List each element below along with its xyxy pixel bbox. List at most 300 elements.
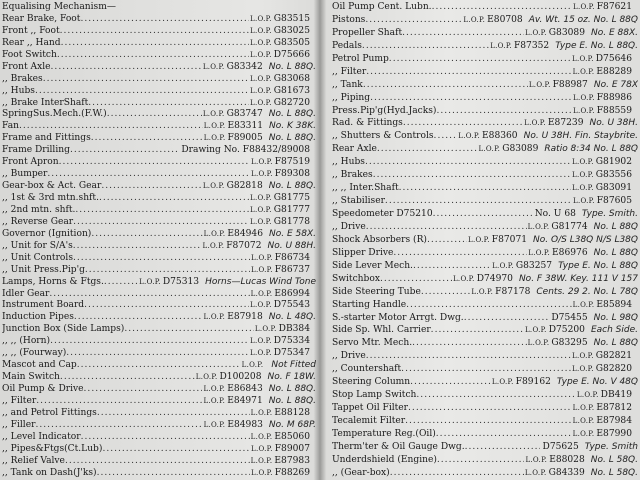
part-code: F86737 [274, 264, 310, 275]
leader-dots [91, 229, 202, 239]
part-description: Side Sp. Whl. Carrier [332, 325, 431, 336]
parts-list-row [2, 396, 316, 406]
part-code: F88559 [596, 105, 632, 116]
parts-list-row [2, 2, 316, 12]
part-description: ,, Drive [332, 221, 366, 232]
part-code: F89308 [274, 169, 310, 180]
part-code: F89007 [274, 443, 310, 454]
part-code: G81777 [273, 204, 310, 215]
lop-label: L.O.P. [251, 468, 273, 477]
part-description: Main Switch [2, 372, 60, 383]
lop-label: L.O.P. [251, 158, 273, 167]
part-code: D75646 [595, 53, 632, 64]
part-description: Oil Pump Cent. Lubn. [332, 2, 432, 12]
leader-dots [43, 74, 249, 84]
leader-dots [60, 26, 249, 36]
handwritten-note: No. L 48Q. [268, 312, 316, 323]
parts-list-row [332, 93, 638, 103]
lop-label: L.O.P. [572, 54, 594, 63]
part-description: ,, Filter [332, 66, 367, 77]
lop-label: L.O.P. [572, 429, 595, 438]
handwritten-note: No. L 88Q. [268, 109, 316, 120]
lop-label: L.O.P. [251, 444, 273, 453]
parts-list-row [2, 98, 316, 108]
parts-list-row [332, 2, 638, 12]
handwritten-note: No. L 58Q. [590, 467, 638, 478]
part-code: D100208 [219, 372, 262, 383]
lop-label: L.O.P. [572, 184, 594, 193]
leader-dots [124, 324, 254, 334]
lop-label: L.O.P. [250, 26, 272, 35]
part-description: Fan [2, 121, 19, 132]
part-description: Lamps, Horns & Ftgs. [2, 276, 104, 287]
lop-label: L.O.P. [572, 171, 594, 180]
lop-label: L.O.P. [525, 455, 548, 464]
lop-label: L.O.P. [251, 170, 273, 179]
handwritten-note: No. E 88X. [591, 27, 638, 38]
part-code: E88289 [596, 66, 632, 77]
parts-list-row [2, 86, 316, 96]
leader-dots [432, 2, 572, 12]
lop-label: L.O.P. [463, 15, 486, 24]
lop-label: L.O.P. [491, 378, 514, 387]
lop-label: L.O.P. [139, 277, 161, 286]
lop-label: L.O.P. [458, 132, 481, 141]
lop-label: L.O.P. [250, 194, 272, 202]
parts-list-row [2, 193, 316, 203]
lop-label: L.O.P. [572, 67, 595, 76]
parts-list-row [332, 377, 638, 387]
lop-label: L.O.P. [478, 145, 501, 154]
part-description: ,, Drive [332, 351, 366, 362]
lop-label: L.O.P. [203, 122, 226, 131]
handwritten-note: No. L 88Q. [268, 61, 316, 72]
parts-list-row [332, 248, 638, 258]
leader-dots [389, 54, 571, 64]
lop-label: L.O.P. [573, 93, 595, 102]
leader-dots [61, 38, 249, 48]
lop-label: L.O.P. [250, 408, 273, 417]
part-code: F88987 [552, 79, 588, 90]
handwritten-note: No. U 38H. [589, 118, 638, 129]
part-description: Rear Axle [332, 144, 377, 155]
part-code: D75625 [542, 441, 579, 452]
lop-label: L.O.P. [250, 50, 272, 59]
leader-dots [437, 455, 525, 465]
parts-list-row [332, 157, 638, 167]
leader-dots [464, 313, 549, 323]
parts-list-row [2, 277, 316, 287]
part-code: G83747 [226, 109, 263, 120]
part-code: DB419 [600, 390, 632, 401]
part-code: G83091 [595, 183, 632, 194]
handwritten-note: No. L 88Q. [268, 181, 316, 192]
parts-list-row [332, 468, 638, 478]
parts-list-row [332, 261, 638, 271]
part-description: SpringSus.Mech.(F.W.) [2, 109, 107, 120]
left-column [2, 2, 316, 478]
leader-dots [51, 62, 202, 72]
parts-list-row [2, 50, 316, 60]
handwritten-note: No. L 58Q. [590, 454, 638, 465]
leader-dots [36, 396, 202, 406]
part-code: F87071 [491, 234, 528, 245]
lop-label: L.O.P. [468, 235, 490, 244]
part-description: Induction Pipes [2, 312, 74, 323]
part-description: Rear Brake, Foot [2, 13, 81, 24]
part-code: F89162 [515, 377, 551, 388]
part-description: Underdshield (Engine) [332, 454, 437, 465]
leader-dots [363, 80, 528, 90]
lop-label: L.O.P. [203, 385, 226, 393]
part-code: G83257 [515, 260, 553, 271]
part-code: F86734 [274, 252, 310, 263]
parts-list-row [332, 403, 638, 413]
leader-dots [84, 300, 249, 310]
lop-label: L.O.P. [525, 28, 547, 37]
leader-dots [431, 325, 524, 335]
part-code: G82720 [273, 97, 310, 108]
part-code: E85060 [274, 431, 310, 442]
leader-dots [393, 248, 527, 258]
part-description: ,, Level Indicator [2, 431, 81, 442]
parts-list-row [332, 222, 638, 232]
part-code: G83068 [273, 73, 310, 84]
parts-list-row [2, 444, 316, 454]
handwritten-note: No. U 38H. Fin. Staybrite. [523, 131, 638, 142]
part-code: E88128 [274, 407, 310, 418]
part-code: G81673 [273, 85, 310, 96]
part-code: G83505 [273, 37, 310, 48]
part-description: ,, ,, (Horn) [2, 336, 51, 347]
part-description: ,, Unit Controls [2, 252, 73, 263]
part-code: G83295 [551, 338, 588, 349]
part-code: F88986 [596, 92, 632, 103]
parts-list-row [2, 432, 316, 442]
part-code: F87178 [495, 286, 531, 297]
leader-dots [427, 235, 467, 245]
parts-list-row [2, 109, 316, 119]
part-description: Front Axle [2, 61, 51, 72]
part-description: Mascot and Cap [2, 360, 77, 371]
part-code: E87812 [596, 403, 632, 414]
part-code: No. U 68 [534, 209, 576, 219]
parts-list-row [2, 74, 316, 84]
part-code: G83089 [548, 27, 585, 38]
part-code: E87918 [227, 312, 263, 323]
parts-list-row [332, 429, 638, 439]
leader-dots [97, 468, 250, 478]
parts-list-row [332, 325, 638, 335]
part-code: E84946 [227, 228, 263, 239]
lop-label: L.O.P. [572, 352, 594, 361]
leader-dots [60, 372, 195, 382]
part-code: F89005 [227, 133, 263, 144]
lop-label: L.O.P. [254, 325, 277, 334]
part-code: G83089 [502, 144, 539, 155]
part-description: ,, ,, Inter.Shaft [332, 183, 399, 194]
parts-list-row [2, 384, 316, 394]
leader-dots [85, 265, 250, 275]
lop-label: L.O.P. [203, 396, 226, 405]
parts-list-row [332, 351, 638, 361]
parts-list-row [2, 253, 316, 263]
parts-list-row [2, 38, 316, 48]
lop-label: L.O.P. [250, 432, 273, 441]
part-code: E87984 [596, 416, 632, 426]
part-description: ,, Stabiliser [332, 196, 385, 207]
part-description: Frame Drilling [2, 145, 70, 156]
lop-label: L.O.P. [250, 337, 272, 346]
part-description: ,, Tank on Dash(J'ks) [2, 467, 97, 478]
part-description: Pedals [332, 40, 362, 51]
part-description: ,, (Gear-box) [332, 467, 390, 478]
handwritten-note: No. L 98Q [593, 312, 638, 323]
lop-label: L.O.P. [250, 456, 273, 465]
leader-dots [81, 432, 250, 442]
leader-dots [403, 118, 523, 128]
part-description: Junction Box (Side Lamps) [2, 324, 125, 335]
part-description: ,, ,, (Fourway) [2, 348, 67, 359]
parts-list-row [2, 372, 316, 382]
leader-dots [365, 15, 462, 25]
part-code: F87519 [274, 157, 310, 168]
parts-list-row [332, 274, 638, 284]
part-description: Side Lever Mech. [332, 260, 413, 271]
part-description: ,, Reverse Gear [2, 216, 74, 227]
leader-dots [74, 312, 203, 322]
handwritten-note: Type. Smith [584, 441, 638, 452]
leader-dots [47, 169, 250, 179]
parts-list-row [332, 313, 638, 323]
part-description: Servo Mtr. Mech. [332, 338, 413, 349]
leader-dots [373, 170, 571, 180]
handwritten-note: No. L 88Q [593, 221, 638, 232]
handwritten-note: No. K 38K. [269, 121, 316, 132]
leader-dots [88, 98, 249, 108]
part-code: G83556 [595, 170, 632, 181]
part-description: ,, Pipes&Ftgs(Ct.Lub) [2, 443, 103, 454]
part-code: E84983 [227, 419, 263, 430]
parts-list-row [2, 420, 316, 430]
handwritten-note: No. L 88Q [593, 338, 638, 349]
leader-dots [80, 14, 249, 24]
lop-label: L.O.P. [241, 361, 264, 370]
parts-list-row [2, 26, 316, 36]
part-description: ,, Relief Valve [2, 455, 65, 466]
part-description: Steering Column [332, 377, 411, 388]
parts-list-row [332, 416, 638, 426]
parts-list-row [332, 300, 638, 310]
parts-list-row [2, 169, 316, 179]
lop-label: L.O.P. [527, 222, 550, 231]
lop-label: L.O.P. [250, 289, 273, 298]
leader-dots [35, 420, 202, 430]
part-code: D75200 [548, 325, 585, 336]
handwritten-note: Horns—Lucas Wind Tone [205, 276, 316, 287]
part-code: F87352 [513, 40, 550, 51]
part-description: Temperature Reg.(Oil) [332, 428, 436, 439]
handwritten-note: No. E 58X. [269, 228, 316, 239]
part-description: ,, Countershaft [332, 364, 402, 375]
leader-dots [19, 121, 203, 131]
part-description: ,, Brakes [332, 170, 373, 181]
handwritten-note: No. O/S L38Q N/S L38Q [533, 234, 638, 245]
parts-list-row [332, 28, 638, 38]
part-description: Shock Absorbers (R) [332, 234, 427, 245]
lop-label: L.O.P. [203, 420, 226, 429]
parts-list-row [2, 205, 316, 215]
part-description: Oil Pump & Drive [2, 384, 84, 394]
part-description: Front Apron [2, 157, 59, 168]
lop-label: L.O.P. [250, 217, 272, 226]
handwritten-note: Type E. No. L 88Q [558, 260, 638, 271]
lop-label: L.O.P. [250, 38, 272, 47]
lop-label: L.O.P. [576, 391, 599, 400]
part-description: ,, and Petrol Fittings [2, 407, 97, 418]
leader-dots [436, 106, 572, 116]
leader-dots [405, 416, 572, 426]
leader-dots [73, 217, 249, 227]
part-description: ,, Brake InterShaft [2, 97, 89, 108]
parts-list-row [2, 217, 316, 227]
leader-dots [436, 429, 572, 439]
part-description: Frame and Fittings [2, 133, 91, 144]
part-description: S.-starter Motor Arrgt. Dwg. [332, 312, 464, 323]
handwritten-note: Av. Wt. 15 oz. No. L 88Q [528, 14, 638, 25]
leader-dots [410, 377, 491, 387]
part-description: Tecalemit Filter [332, 416, 406, 426]
leader-dots [365, 157, 571, 167]
lop-label: L.O.P. [203, 313, 226, 322]
part-description: ,, 2nd mtn. shft. [2, 204, 76, 215]
handwritten-note: Ratio 8:34 No. L 88Q [544, 144, 638, 155]
handwritten-note: No. L 88Q. [268, 384, 316, 394]
lop-label: L.O.P. [251, 253, 273, 262]
lop-label: L.O.P. [471, 287, 494, 296]
lop-label: L.O.P. [195, 373, 218, 382]
part-description: ,, Unit Press.Pip'g [2, 264, 85, 275]
lop-label: L.O.P. [250, 86, 272, 95]
part-code: F88269 [274, 467, 310, 478]
leader-dots [65, 456, 250, 466]
part-description: Instrument Board [2, 300, 85, 311]
part-code: F87072 [226, 240, 262, 251]
leader-dots [390, 468, 524, 478]
leader-dots [101, 181, 202, 191]
part-description: Starting Handle [332, 299, 407, 310]
parts-list-row [2, 300, 316, 310]
part-code: E87239 [547, 118, 584, 129]
leader-dots [380, 274, 452, 284]
part-description: Propeller Shaft [332, 27, 403, 38]
leader-dots [91, 133, 203, 143]
leader-dots [401, 364, 571, 374]
part-description: Gear-box & Act. Gear [2, 181, 102, 192]
parts-list-row [2, 62, 316, 72]
leader-dots [412, 338, 527, 348]
parts-list-row [2, 360, 316, 370]
leader-dots [104, 277, 138, 287]
handwritten-note: Type. Smith. [581, 209, 638, 219]
handwritten-note: No. E 78X [593, 79, 638, 90]
leader-dots [399, 183, 571, 193]
part-code: D75666 [273, 49, 310, 60]
part-description: Speedometer D75210 [332, 209, 433, 219]
leader-dots [385, 196, 572, 206]
leader-dots [49, 289, 249, 299]
lop-label: L.O.P. [572, 417, 595, 425]
part-code: F87605 [596, 196, 632, 207]
handwritten-note: Not Fitted [271, 360, 316, 371]
parts-list-row [332, 455, 638, 465]
lop-label: L.O.P. [572, 300, 595, 309]
lop-label: L.O.P. [250, 301, 272, 310]
part-description: Therm'ter & Oil Gauge Dwg. [332, 441, 465, 452]
part-code: G82818 [226, 181, 263, 192]
lop-label: L.O.P. [250, 74, 272, 83]
part-code: E88028 [549, 454, 585, 465]
parts-list-row [332, 54, 638, 64]
leader-dots [416, 390, 576, 400]
lop-label: L.O.P. [202, 110, 225, 119]
part-code: G82821 [595, 351, 632, 362]
part-description: Tappet Oil Filter [332, 403, 409, 414]
parts-list-row [2, 157, 316, 167]
leader-dots [59, 157, 250, 167]
parts-list-row [2, 312, 316, 322]
lop-label: L.O.P. [452, 274, 475, 283]
lop-label: L.O.P. [202, 62, 225, 71]
part-code: DB384 [278, 324, 310, 335]
handwritten-note: Type E. No. L 88Q. [555, 40, 638, 51]
handwritten-note: No. F 38W. Key. 111 V 157 [518, 273, 638, 284]
part-description: Slipper Drive [332, 247, 394, 258]
leader-dots [406, 300, 572, 310]
part-code: G84339 [548, 467, 585, 478]
lop-label: L.O.P. [250, 349, 272, 358]
part-description: Side Steering Tube [332, 286, 421, 297]
leader-dots [434, 131, 458, 141]
lop-label: L.O.P. [528, 248, 551, 257]
parts-list-row [2, 336, 316, 346]
lop-label: L.O.P. [524, 468, 547, 477]
handwritten-note: No. F 18W. [267, 372, 316, 383]
part-code: E86994 [274, 288, 310, 299]
parts-list-row [2, 181, 316, 191]
handwritten-note: No. M 68P. [268, 419, 316, 430]
part-description: ,, Brakes [2, 73, 43, 84]
parts-list-row [332, 170, 638, 180]
part-code: E84971 [227, 395, 263, 406]
part-description: ,, Filler [2, 419, 36, 430]
leader-dots [370, 93, 572, 103]
part-code: D75334 [273, 336, 310, 347]
part-code: F87621 [596, 2, 632, 12]
parts-list-row [2, 241, 316, 251]
lop-label: L.O.P. [573, 197, 595, 206]
part-description: ,, Unit for S/A's [2, 240, 73, 251]
part-description: Rad. & Fittings [332, 118, 403, 129]
handwritten-note: Type E. No. V 48Q [556, 377, 638, 388]
leader-dots [362, 41, 489, 51]
leader-dots [366, 222, 527, 232]
parts-list-row [332, 144, 638, 154]
handwritten-note: Each Side. [590, 325, 638, 336]
parts-list-row [2, 14, 316, 24]
leader-dots [73, 253, 250, 263]
lop-label: L.O.P. [573, 3, 595, 11]
